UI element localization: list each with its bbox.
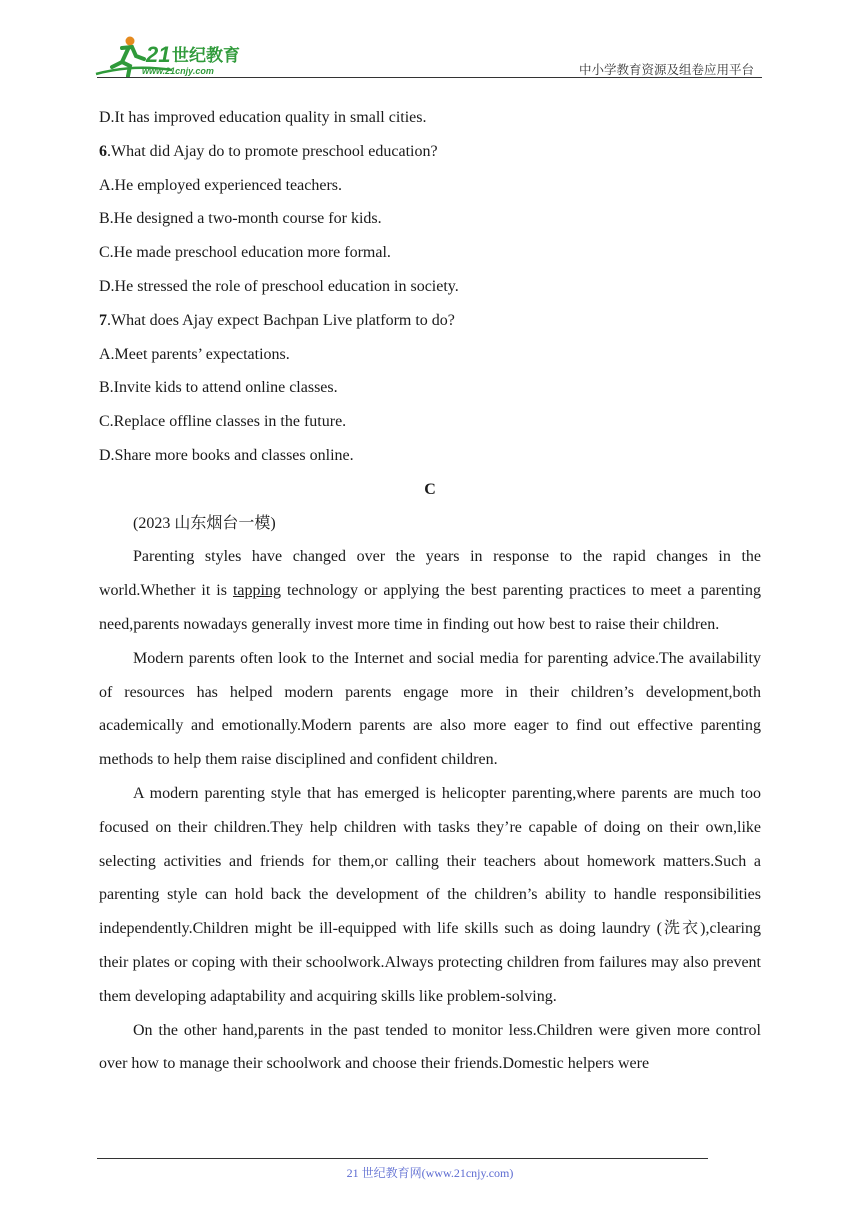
site-logo[interactable] [92, 34, 262, 80]
section-heading: C [424, 480, 436, 498]
passage-paragraph-4: On the other hand,parents in the past tended to monitor less.Children were given more control over how to manage their schoolwork and choose their friends.Domestic helpers were [99, 1021, 761, 1073]
footer-link[interactable]: 21 世纪教育网(www.21cnjy.com) [346, 1166, 514, 1180]
platform-tagline: 中小学教育资源及组卷应用平台 [578, 63, 754, 77]
footer-divider [97, 1158, 708, 1159]
q6-option-a: A.He employed experienced teachers. [99, 176, 342, 194]
q7-option-a: A.Meet parents’ expectations. [99, 345, 290, 363]
q7-stem-text: .What does Ajay expect Bachpan Live platform to do? [107, 311, 455, 329]
passage-source: (2023 山东烟台一模) [133, 514, 276, 532]
p1-text-before: Parenting styles have changed over the years in response to the rapid changes in the world.Whether it is [99, 548, 761, 600]
q7-stem [99, 304, 761, 338]
q7-number: 7 [99, 311, 107, 329]
q6-option-c: C.He made preschool education more formal. [99, 244, 391, 262]
q5-option-d: D.It has improved education quality in small cities. [99, 109, 427, 126]
underlined-word: tapping [232, 582, 281, 600]
header-divider [97, 77, 762, 78]
passage-paragraph-2: Modern parents often look to the Internet and social media for parenting advice.The availability of resources has helped modern parents engage more in their children’s development,both academically and emotionally.Modern parents are also more eager to find out effective parenting methods to help them raise disciplined and confident children. [99, 649, 761, 769]
p1-text-after: technology or applying the best parenting practices to meet a parenting need,parents nowadays generally invest more time in finding out how best to raise their children. [99, 582, 762, 633]
q6-number: 6 [99, 142, 107, 160]
svg-text:www.21cnjy.com: www.21cnjy.com [142, 66, 214, 76]
passage-paragraph-1 [99, 540, 761, 641]
svg-text:21: 21 [146, 42, 171, 67]
runner-logo-icon [92, 34, 262, 80]
q7-option-c: C.Replace offline classes in the future. [99, 413, 347, 431]
q6-option-d: D.He stressed the role of preschool education in society. [99, 277, 459, 295]
page-header [0, 0, 860, 80]
document-body [99, 101, 761, 1081]
q7-option-b: B.Invite kids to attend online classes. [99, 379, 338, 397]
passage-paragraph-3: A modern parenting style that has emerged is helicopter parenting,where parents are much too focused on their children.They help children with tasks they’re capable of doing on their own,like selecting activities and friends for them,or calling their teachers about homework matters.Such a parenting style can hold back the development of the children’s ability to handle responsibilities independently.Children might be ill-equipped with life skills such as doing laundry (洗衣),clearing their plates or coping with their schoolwork.Always protecting children from failures may also prevent them developing adaptability and acquiring skills like problem-solving. [99, 784, 761, 1005]
q6-stem-text: .What did Ajay do to promote preschool education? [107, 142, 438, 160]
q6-stem [99, 135, 761, 169]
q6-option-b: B.He designed a two-month course for kids. [99, 210, 382, 228]
svg-text:世纪教育: 世纪教育 [172, 46, 240, 66]
q7-option-d: D.Share more books and classes online. [99, 446, 354, 464]
